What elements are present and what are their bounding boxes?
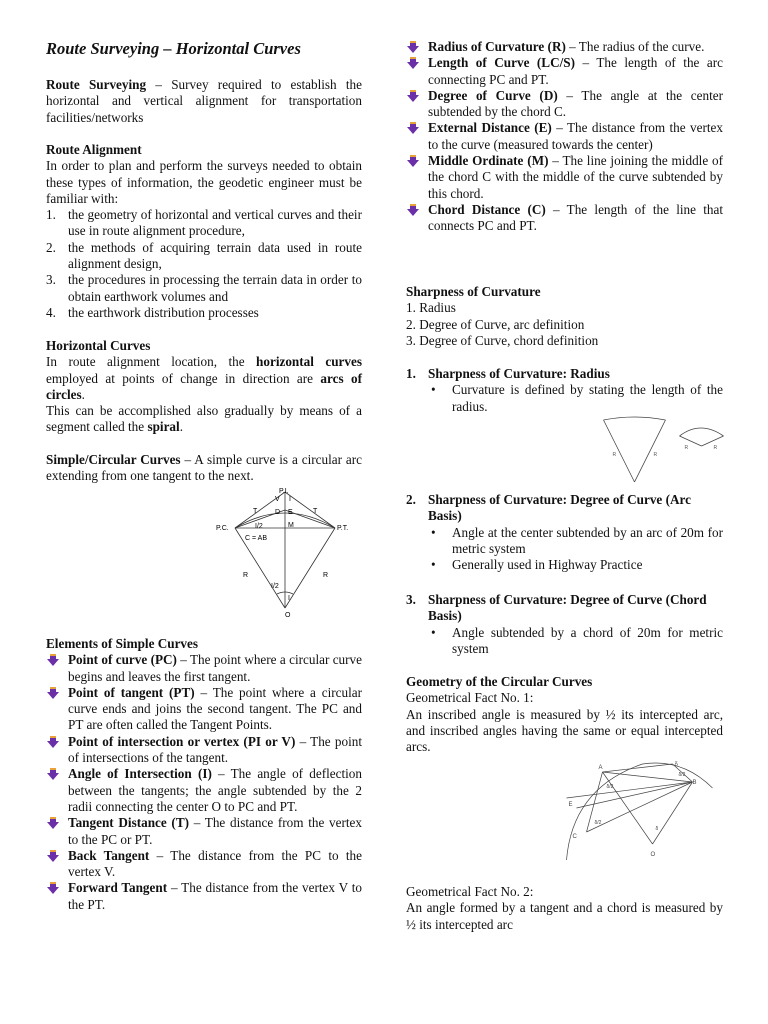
list-item: Point of intersection or vertex (PI or V) – The point of intersections of the tangent.: [46, 734, 362, 767]
label-c: C = AB: [245, 535, 267, 542]
list-item: Chord Distance (C) – The length of the line that connects PC and PT.: [406, 202, 723, 235]
arrow-down-icon: [47, 736, 59, 748]
sharpness-heading: Sharpness of Curvature: [406, 284, 541, 299]
list-item: Tangent Distance (T) – The distance from the vertex to the PC or PT.: [46, 815, 362, 848]
intro-term: Route Surveying: [46, 77, 147, 92]
label-r: R: [684, 445, 689, 451]
label-v: V: [275, 496, 280, 503]
label-a: A: [598, 765, 603, 771]
label-half-delta: δ/2: [594, 820, 602, 826]
label-r1: R: [243, 572, 249, 579]
horizontal-curves-p1: In route alignment location, the horizontal curves employed at points of change in direction are arcs of circles.: [46, 354, 362, 402]
section-number: 2.: [406, 492, 416, 507]
label-r: R: [612, 452, 617, 458]
sharpness-arc-basis: [406, 492, 723, 573]
list-item: Radius of Curvature (R) – The radius of the curve.: [406, 39, 723, 55]
route-alignment-section: [46, 142, 362, 321]
bullet-list: [406, 382, 723, 415]
fact2-text: An angle formed by a tangent and a chord is measured by ½ its intercepted arc: [406, 900, 723, 932]
inscribed-angle-diagram: [484, 758, 768, 862]
label-r: R: [713, 445, 718, 451]
geometry-section: [406, 674, 723, 755]
list-item: Point of tangent (PT) – The point where a circular curve ends and joins the second tangent. The PC and PT are often called the Tangent Points.: [46, 685, 362, 734]
arrow-down-icon: [407, 41, 419, 53]
arrow-down-icon: [47, 687, 59, 699]
horizontal-curves-p2: This can be accomplished also gradually by means of a segment called the spiral.: [46, 403, 362, 435]
list-text: the procedures in processing the terrain data in order to obtain earthwork volumes and: [68, 272, 362, 304]
list-item: [46, 272, 362, 305]
horizontal-curves-section: [46, 338, 362, 436]
elements-section: [46, 636, 362, 913]
fact2-title: Geometrical Fact No. 2:: [406, 884, 534, 899]
radius-comparison-diagram: [506, 416, 768, 486]
label-r2: R: [323, 572, 329, 579]
arrow-down-icon: [407, 122, 419, 134]
label-i3: I: [288, 595, 290, 602]
arrow-down-icon: [407, 57, 419, 69]
list-text: the geometry of horizontal and vertical curves and their use in route alignment procedure,: [68, 207, 362, 239]
list-text: the methods of acquiring terrain data used in route alignment design,: [68, 239, 362, 272]
horizontal-curves-heading: Horizontal Curves: [46, 338, 151, 353]
elements-continued: [406, 39, 723, 235]
list-number: 1.: [46, 207, 56, 223]
sharpness-list-item: 2. Degree of Curve, arc definition: [406, 316, 585, 332]
label-r: R: [653, 452, 658, 458]
list-item: [46, 240, 362, 273]
list-item: Point of curve (PC) – The point where a circular curve begins and leaves the first tangent.: [46, 652, 362, 685]
label-e: E: [568, 802, 573, 808]
bullet-list: [406, 525, 723, 574]
geometry-heading: Geometry of the Circular Curves: [406, 674, 593, 689]
list-item: [46, 207, 362, 240]
label-pt: P.T.: [337, 525, 349, 532]
simple-curves-text: – A simple curve is a circular arc extending from one tangent to the next.: [46, 452, 363, 484]
simple-curves-paragraph: [46, 452, 362, 485]
label-t2: T: [313, 508, 318, 515]
label-m: M: [288, 522, 294, 529]
section-number: 1.: [406, 366, 416, 381]
page-title: Route Surveying – Horizontal Curves: [46, 39, 301, 58]
label-pc: P.C.: [216, 525, 229, 532]
subsection-heading: Sharpness of Curvature: Radius: [428, 366, 610, 381]
label-half-delta: δ/2: [606, 784, 614, 790]
bullet-list: [406, 625, 723, 658]
arrow-down-icon: [407, 155, 419, 167]
bullet-item: • Generally used in Highway Practice: [452, 557, 723, 573]
section-number: 3.: [406, 592, 416, 607]
arrow-down-icon: [47, 882, 59, 894]
label-o: O: [650, 852, 656, 858]
sharpness-chord-basis: [406, 592, 723, 657]
list-number: 2.: [46, 239, 56, 255]
label-d: δ: [674, 762, 678, 768]
label-t1: T: [253, 508, 258, 515]
arrow-down-icon: [407, 204, 419, 216]
list-item: [46, 305, 362, 321]
sharpness-list-item: 1. Radius: [406, 300, 456, 316]
arrow-down-icon: [47, 850, 59, 862]
simple-curve-diagram: [130, 484, 446, 620]
route-alignment-text: In order to plan and perform the surveys needed to obtain these types of information, the geodetic engineer must be familiar with:: [46, 158, 362, 206]
sharpness-list-item: 3. Degree of Curve, chord definition: [406, 332, 599, 348]
subsection-heading: Sharpness of Curvature: Degree of Curve (Arc Basis): [428, 492, 691, 524]
arrow-down-icon: [47, 654, 59, 666]
list-item: External Distance (E) – The distance from the vertex to the curve (measured towards the center): [406, 120, 723, 153]
elements-heading: Elements of Simple Curves: [46, 636, 199, 651]
label-d: D: [275, 509, 281, 516]
label-b: B: [692, 780, 697, 786]
label-i2b: I/2: [271, 583, 279, 590]
list-text: the earthwork distribution processes: [68, 304, 259, 320]
fact2-section: [406, 884, 723, 933]
bullet-item: • Angle at the center subtended by an arc of 20m for metric system: [452, 525, 723, 558]
list-item: Degree of Curve (D) – The angle at the center subtended by the chord C.: [406, 88, 723, 121]
list-item: Back Tangent – The distance from the PC to the vertex V.: [46, 848, 362, 881]
intro-paragraph: [46, 77, 362, 126]
label-delta: δ: [655, 826, 659, 832]
label-c: C: [572, 834, 577, 840]
arrow-down-icon: [47, 768, 59, 780]
label-e: E: [288, 509, 293, 516]
elements-list-2: [406, 39, 723, 235]
subsection-heading: Sharpness of Curvature: Degree of Curve (Chord Basis): [428, 592, 707, 624]
list-item: Forward Tangent – The distance from the vertex V to the PT.: [46, 880, 362, 913]
sharpness-section: [406, 284, 723, 349]
route-alignment-list: [46, 207, 362, 321]
arrow-down-icon: [407, 90, 419, 102]
list-number: 4.: [46, 304, 56, 320]
list-item: Angle of Intersection (I) – The angle of deflection between the tangents; the angle subtended by the 2 radii connecting the center O to PC and PT.: [46, 766, 362, 815]
route-alignment-heading: Route Alignment: [46, 142, 142, 157]
fact1-text: An inscribed angle is measured by ½ its intercepted arc, and inscribed angles having the same or equal intercepted arcs.: [406, 706, 723, 755]
elements-list: [46, 652, 362, 913]
label-i2a: I/2: [255, 523, 263, 530]
fact1-title: Geometrical Fact No. 1:: [406, 690, 534, 706]
bullet-item: • Angle subtended by a chord of 20m for metric system: [452, 625, 723, 658]
list-item: Length of Curve (LC/S) – The length of the arc connecting PC and PT.: [406, 55, 723, 88]
intro-text: – Survey required to establish the horizontal and vertical alignment for transportation facilities/networks: [46, 77, 362, 125]
bullet-item: • Curvature is defined by stating the length of the radius.: [452, 382, 723, 415]
list-item: Middle Ordinate (M) – The line joining the middle of the chord C with the middle of the curve subtended by this chord.: [406, 153, 723, 202]
label-i: I: [289, 496, 291, 503]
label-half-delta: δ/2: [678, 772, 686, 778]
simple-curves-term: Simple/Circular Curves: [46, 452, 181, 467]
list-number: 3.: [46, 272, 56, 288]
label-pi: P.I.: [279, 488, 289, 495]
sharpness-radius: [406, 366, 723, 415]
arrow-down-icon: [47, 817, 59, 829]
label-o: O: [285, 612, 291, 619]
